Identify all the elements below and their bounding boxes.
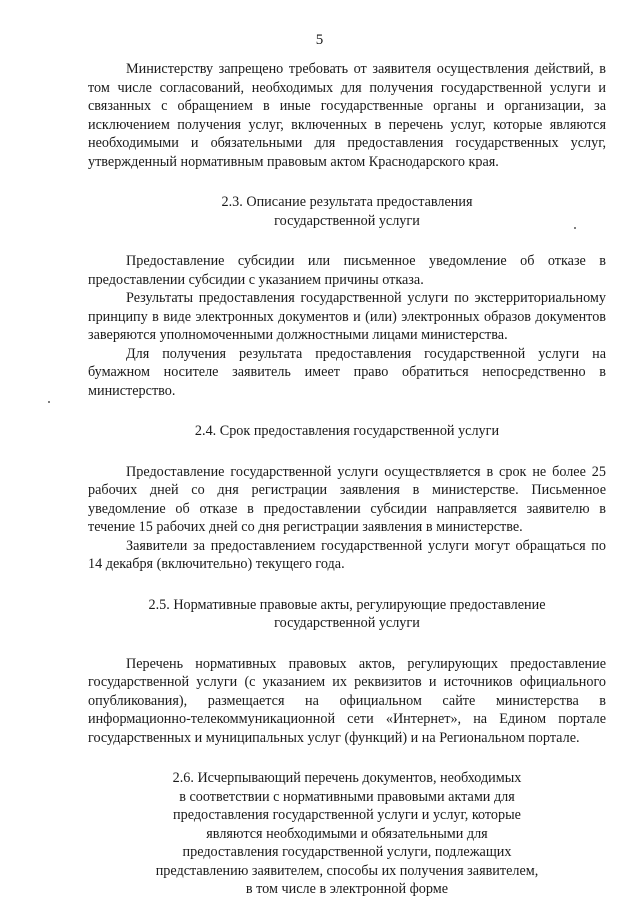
document-body: [88, 60, 606, 899]
heading-line: государственной услуги: [274, 615, 420, 631]
heading-line: предоставления государственной услуги, подлежащих: [182, 844, 512, 860]
heading-line: в том числе в электронной форме: [245, 881, 449, 897]
scan-speck: [48, 401, 50, 403]
heading-line: в соответствии с нормативными правовыми актами для: [179, 788, 515, 805]
heading-line: предоставления государственной услуги и услуг, которые: [173, 807, 521, 823]
paragraph-result-electronic: Результаты предоставления государственной услуги по экстерриториальному принципу в виде электронных документов и (или) электронных образов документов заверяются уполномоченными должностными лицами министерства.: [88, 290, 606, 343]
section-heading-2-4: [88, 422, 606, 441]
section-heading-2-5: [88, 596, 606, 633]
paragraph-result-paper: Для получения результата предоставления государственной услуги на бумажном носителе заявитель имеет право обратиться непосредственно в министерство.: [88, 345, 606, 399]
heading-line: являются необходимыми и обязательными для: [206, 825, 488, 842]
heading-line: 2.6. Исчерпывающий перечень документов, необходимых: [172, 770, 522, 786]
paragraph-ministry-prohibition: Министерству запрещено требовать от заявителя осуществления действий, в том числе согласований, необходимых для получения государственной услуги и связанных с обращением в иные государственные органы и организации, за исключением получения услуг, включенных в перечень услуг, которые являются необходимыми и обязательными для предоставления государственных услуг, утвержденный нормативным правовым актом Краснодарского края.: [88, 61, 606, 170]
scan-speck: [574, 227, 576, 229]
heading-line: государственной услуги: [274, 212, 420, 229]
paragraph-result-subsidy: Предоставление субсидии или письменное уведомление об отказе в предоставлении субсидии с указанием причины отказа.: [88, 253, 606, 288]
paragraph-term-deadline: Заявители за предоставлением государственной услуги могут обращаться по 14 декабря (включительно) текущего года.: [88, 537, 606, 572]
paragraph-term-days: Предоставление государственной услуги осуществляется в срок не более 25 рабочих дней со дня регистрации заявления в министерстве. Письменное уведомление об отказе в предоставлении субсидии направляется заявителю в течение 15 рабочих дней со дня регистрации заявления в министерстве.: [88, 463, 606, 535]
section-heading-2-3: [88, 193, 606, 230]
page-number: 5: [315, 32, 324, 48]
heading-line: 2.4. Срок предоставления государственной услуги: [194, 423, 500, 439]
section-heading-2-6: [88, 769, 606, 899]
heading-line: представлению заявителем, способы их получения заявителем,: [155, 862, 539, 879]
heading-line: 2.5. Нормативные правовые акты, регулирующие предоставление: [148, 596, 546, 613]
heading-line: 2.3. Описание результата предоставления: [221, 194, 473, 210]
paragraph-legal-acts-list: Перечень нормативных правовых актов, регулирующих предоставление государственной услуги (с указанием их реквизитов и источников официального опубликования), размещается на официальном сайте министерства в информационно-телекоммуникационной сети «Интернет», на Едином портале государственных и муниципальных услуг (функций) и на Региональном портале.: [88, 655, 606, 746]
